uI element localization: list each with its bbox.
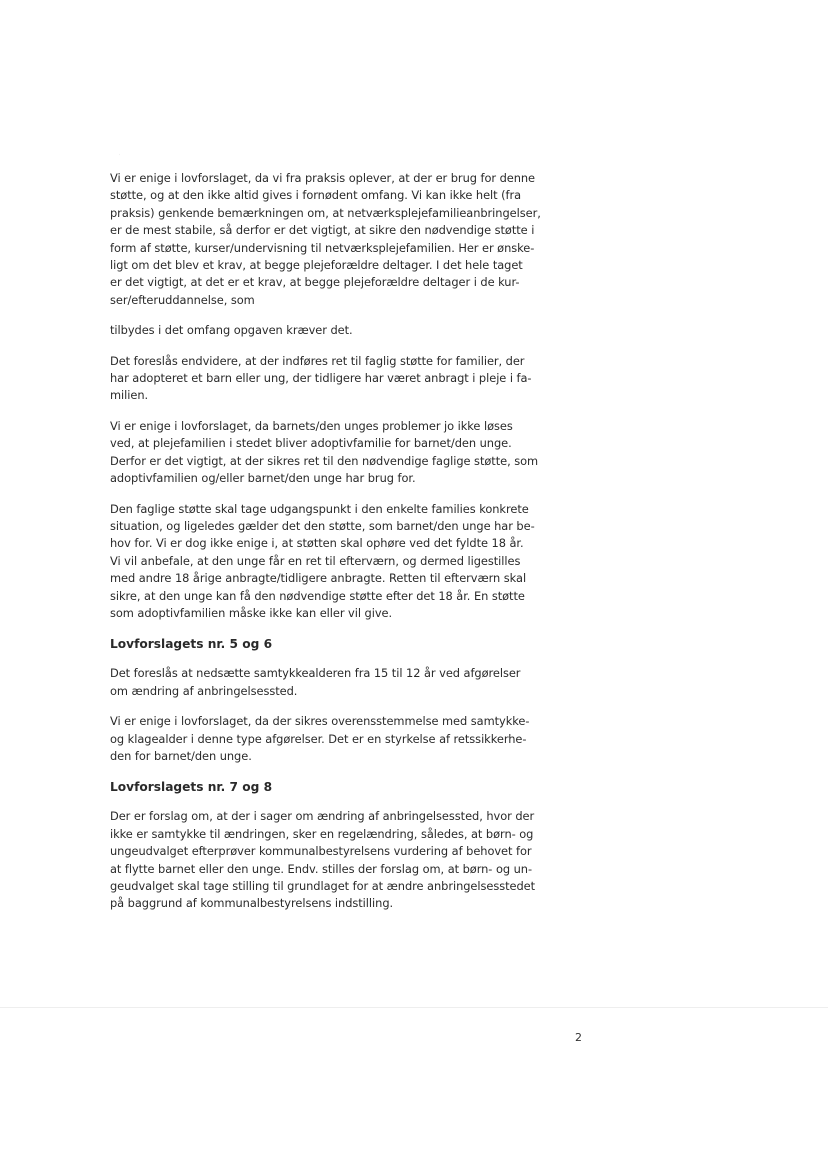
text-line: Derfor er det vigtigt, at der sikres ret til den nødvendige faglige støtte, som (110, 453, 539, 468)
text-line: at flytte barnet eller den unge. Endv. stilles der forslag om, at børn- og un- (110, 861, 533, 876)
paragraph-8 (110, 808, 590, 912)
paragraph-4 (110, 418, 590, 488)
footer-divider (0, 1007, 828, 1008)
paragraph-1 (110, 170, 590, 309)
paragraph-3 (110, 353, 590, 405)
text-line: den for barnet/den unge. (110, 748, 252, 763)
text-line: sikre, at den unge kan få den nødvendige støtte efter det 18 år. En støtte (110, 588, 525, 603)
document-body (110, 170, 590, 926)
paragraph-5 (110, 501, 590, 623)
text-line: støtte, og at den ikke altid gives i fornødent omfang. Vi kan ikke helt (fra (110, 188, 522, 203)
text-line: form af støtte, kurser/undervisning til netværksplejefamilien. Her er ønske- (110, 240, 535, 255)
text-line: er det vigtigt, at det er et krav, at begge plejeforældre deltager i de kur- (110, 275, 520, 290)
text-line: ved, at plejefamilien i stedet bliver adoptivfamilie for barnet/den unge. (110, 436, 512, 451)
paragraph-6 (110, 665, 590, 700)
page-number: 2 (575, 1031, 582, 1044)
text-line: ser/efteruddannelse, som (110, 292, 255, 307)
section-heading: Lovforslagets nr. 5 og 6 (110, 637, 273, 652)
paragraph-7 (110, 713, 590, 765)
text-line: Vi er enige i lovforslaget, da barnets/den unges problemer jo ikke løses (110, 418, 513, 433)
text-line: Vi er enige i lovforslaget, da vi fra praksis oplever, at der er brug for denne (110, 171, 536, 185)
text-line: hov for. Vi er dog ikke enige i, at støtten skal ophøre ved det fyldte 18 år. (110, 536, 524, 551)
text-line: geudvalget skal tage stilling til grundlaget for at ændre anbringelsesstedet (110, 879, 536, 893)
text-line: med andre 18 årige anbragte/tidligere anbragte. Retten til efterværn skal (110, 571, 527, 586)
text-line: ikke er samtykke til ændringen, sker en regelændring, således, at børn- og (110, 826, 534, 841)
paragraph-2 (110, 322, 590, 339)
text-line: på baggrund af kommunalbestyrelsens indstilling. (110, 896, 394, 911)
text-line: milien. (110, 388, 149, 403)
text-line: ligt om det blev et krav, at begge plejeforældre deltager. I det hele taget (110, 258, 523, 273)
text-line: og klagealder i denne type afgørelser. Det er en styrkelse af retssikkerhe- (110, 731, 527, 746)
section-heading: Lovforslagets nr. 7 og 8 (110, 780, 273, 795)
text-line: praksis) genkende bemærkningen om, at netværksplejefamilieanbringelser, (110, 205, 541, 220)
scan-artifact: · (117, 150, 123, 161)
text-line: Der er forslag om, at der i sager om ændring af anbringelsessted, hvor der (110, 809, 535, 824)
text-line: situation, og ligeledes gælder det den støtte, som barnet/den unge har be- (110, 518, 535, 533)
text-line: Vi vil anbefale, at den unge får en ret til efterværn, og dermed ligestilles (110, 553, 521, 568)
text-line: Det foreslås at nedsætte samtykkealderen fra 15 til 12 år ved afgørelser (110, 666, 521, 681)
text-line: er de mest stabile, så derfor er det vigtigt, at sikre den nødvendige støtte i (110, 223, 535, 238)
text-line: om ændring af anbringelsessted. (110, 683, 298, 698)
text-line: Vi er enige i lovforslaget, da der sikres overensstemmelse med samtykke- (110, 714, 530, 729)
text-line: tilbydes i det omfang opgaven kræver det. (110, 323, 353, 338)
text-line: Den faglige støtte skal tage udgangspunkt i den enkelte families konkrete (110, 501, 529, 516)
text-line: har adopteret et barn eller ung, der tidligere har været anbragt i pleje i fa- (110, 371, 532, 386)
text-line: som adoptivfamilien måske ikke kan eller vil give. (110, 605, 393, 620)
text-line: ungeudvalget efterprøver kommunalbestyrelsens vurdering af behovet for (110, 844, 532, 859)
text-line: Det foreslås endvidere, at der indføres ret til faglig støtte for familier, der (110, 353, 525, 368)
text-line: adoptivfamilien og/eller barnet/den unge har brug for. (110, 471, 416, 486)
